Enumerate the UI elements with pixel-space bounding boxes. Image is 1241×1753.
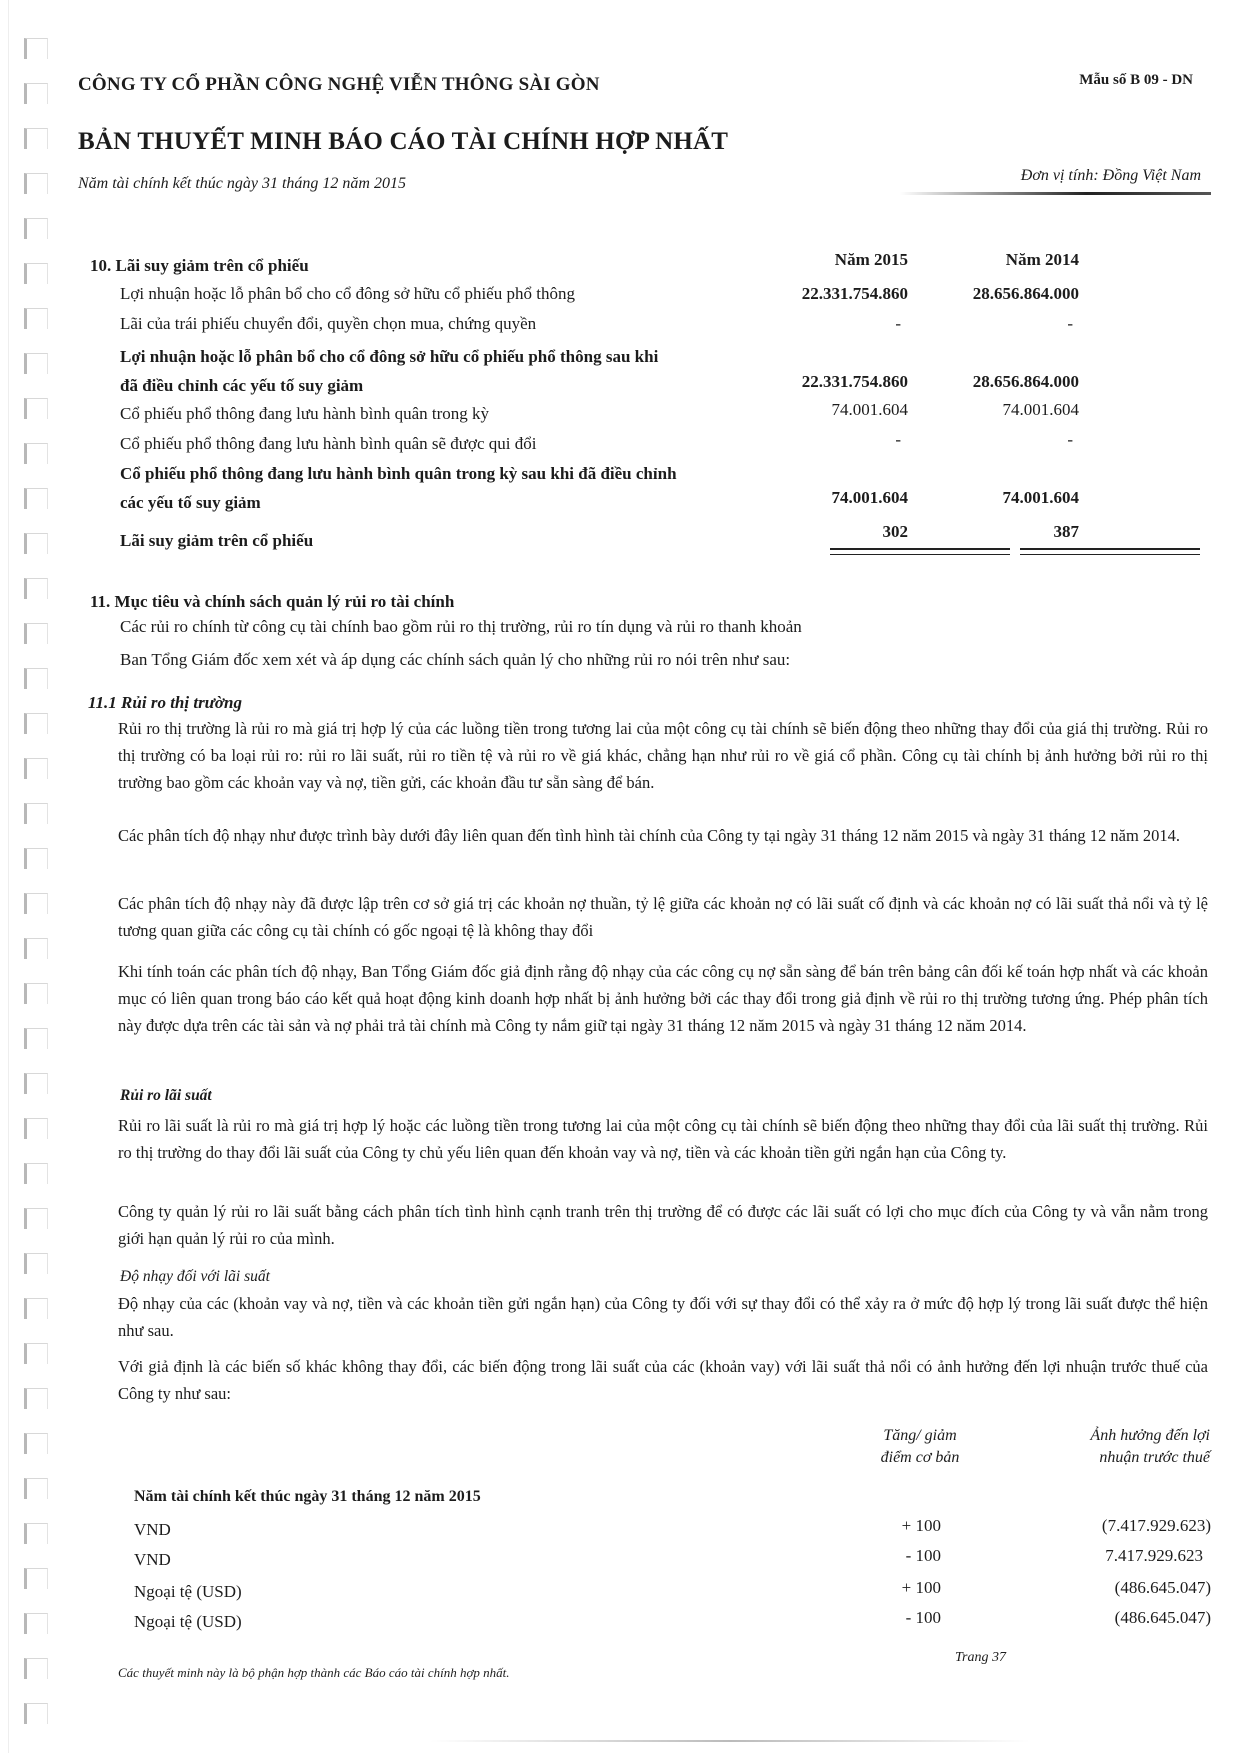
paragraph-market-risk: Rủi ro thị trường là rủi ro mà giá trị hợp lý của các luồng tiền trong tương lai của một công cụ tài chính sẽ biến động theo những thay đổi của giá thị trường. Rủi ro thị trường có ba loại rủi ro: rủi ro lãi suất, rủi ro tiền tệ và rủi ro về giá khác, chẳng hạn như rủi ro về giá cổ phần. Công cụ tài chính bị ảnh hưởng bởi rủi ro thị trường bao gồm các khoản vay và nợ, tiền gửi, các khoản đầu tư sẵn sàng để bán. <box>118 719 1208 792</box>
sensitivity-heading: Độ nhạy đối với lãi suất <box>120 1268 270 1285</box>
scan-edge-shadow <box>430 1740 1030 1742</box>
binding-hole-mark <box>24 578 48 599</box>
value-2014: 28.656.864.000 <box>972 284 1079 303</box>
binding-hole-mark <box>24 128 48 149</box>
binding-hole-mark <box>24 1658 48 1679</box>
company-name: CÔNG TY CỔ PHẦN CÔNG NGHỆ VIỄN THÔNG SÀI GÒN <box>78 74 600 95</box>
col-header-profit-effect-line1: Ảnh hưởng đến lợi <box>1090 1427 1210 1444</box>
paragraph-sensitivity-basis: Các phân tích độ nhạy này đã được lập trên cơ sở giá trị các khoản nợ thuần, tỷ lệ giữa các khoản nợ có lãi suất cố định và các khoản nợ có lãi suất thả nổi và tỷ lệ tương quan giữa các công cụ tài chính có gốc ngoại tệ là không thay đổi <box>118 894 1208 940</box>
binding-hole-mark <box>24 1073 48 1094</box>
paragraph-sensitivity-scope: Các phân tích độ nhạy như được trình bày dưới đây liên quan đến tình hình tài chính của Công ty tại ngày 31 tháng 12 năm 2015 và ngày 31 tháng 12 năm 2014. <box>118 826 1181 845</box>
double-underline-2014 <box>1020 548 1200 555</box>
profit-effect: (7.417.929.623) <box>1101 1516 1211 1535</box>
intro-text-2: Ban Tổng Giám đốc xem xét và áp dụng các chính sách quản lý cho những rủi ro nói trên như sau: <box>120 650 791 669</box>
double-underline-2015 <box>830 548 1010 555</box>
value-2014: - <box>1067 430 1073 449</box>
row-label: Lãi suy giảm trên cổ phiếu <box>120 531 314 550</box>
binding-hole-mark <box>24 1613 48 1634</box>
binding-hole-mark <box>24 308 48 329</box>
binding-hole-mark <box>24 263 48 284</box>
page-edge <box>8 0 9 1753</box>
binding-hole-mark <box>24 38 48 59</box>
currency-label: Ngoại tệ (USD) <box>134 1612 242 1631</box>
value-2015: - <box>895 314 901 333</box>
row-label-line1: Lợi nhuận hoặc lỗ phân bổ cho cổ đông sở hữu cổ phiếu phổ thông sau khi <box>120 347 659 366</box>
binding-hole-mark <box>24 1568 48 1589</box>
row-label: Lãi của trái phiếu chuyển đổi, quyền chọn mua, chứng quyền <box>120 314 537 333</box>
binding-hole-mark <box>24 173 48 194</box>
paragraph-interest-management: Công ty quản lý rủi ro lãi suất bằng cách phân tích tình hình cạnh tranh trên thị trường để có được các lãi suất có lợi cho mục đích của Công ty và vẫn nằm trong giới hạn quản lý rủi ro của mình. <box>118 1202 1208 1248</box>
value-2014: - <box>1067 314 1073 333</box>
document-title: BẢN THUYẾT MINH BÁO CÁO TÀI CHÍNH HỢP NHẤT <box>78 128 729 155</box>
binding-hole-mark <box>24 83 48 104</box>
binding-hole-mark <box>24 533 48 554</box>
basis-point-change: + 100 <box>901 1578 941 1597</box>
binding-hole-mark <box>24 1163 48 1184</box>
value-2015: 74.001.604 <box>831 400 908 419</box>
intro-text-1: Các rủi ro chính từ công cụ tài chính bao gồm rủi ro thị trường, rủi ro tín dụng và rủi ro thanh khoản <box>120 617 802 636</box>
header-rule <box>900 192 1211 195</box>
fiscal-period: Năm tài chính kết thúc ngày 31 tháng 12 năm 2015 <box>78 175 406 192</box>
basis-point-change: - 100 <box>905 1608 941 1627</box>
footer-note: Các thuyết minh này là bộ phận hợp thành các Báo cáo tài chính hợp nhất. <box>118 1665 510 1680</box>
currency-label: VND <box>134 1550 171 1569</box>
binding-hole-mark <box>24 893 48 914</box>
binding-hole-mark <box>24 848 48 869</box>
row-label: Cổ phiếu phổ thông đang lưu hành bình quân sẽ được qui đổi <box>120 434 537 453</box>
paragraph-sensitivity-effect: Với giả định là các biến số khác không thay đổi, các biến động trong lãi suất của các (khoản vay) với lãi suất thả nổi có ảnh hưởng đến lợi nhuận trước thuế của Công ty như sau: <box>118 1357 1208 1403</box>
binding-hole-mark <box>24 443 48 464</box>
currency-unit: Đơn vị tính: Đồng Việt Nam <box>1020 167 1201 184</box>
subsection-11-1-heading: 11.1 Rủi ro thị trường <box>88 693 242 712</box>
table-period-label: Năm tài chính kết thúc ngày 31 tháng 12 năm 2015 <box>134 1488 481 1505</box>
paragraph-sensitivity-assumption: Khi tính toán các phân tích độ nhạy, Ban Tổng Giám đốc giả định rằng độ nhạy của các công cụ nợ sẵn sàng để bán trên bảng cân đối kế toán hợp nhất và các khoản mục có liên quan trong báo cáo kết quả hoạt động kinh doanh hợp nhất bị ảnh hưởng bởi các thay đổi trong giả định về rủi ro thị trường tương ứng. Phép phân tích này được dựa trên các tài sản và nợ phải trả tài chính mà Công ty nắm giữ tại ngày 31 tháng 12 năm 2015 và ngày 31 tháng 12 năm 2014. <box>118 962 1208 1035</box>
section-11-heading: 11. Mục tiêu và chính sách quản lý rủi ro tài chính <box>90 592 455 611</box>
binding-hole-mark <box>24 713 48 734</box>
value-2014: 74.001.604 <box>1002 488 1079 507</box>
binding-hole-mark <box>24 668 48 689</box>
row-label: Cổ phiếu phổ thông đang lưu hành bình quân trong kỳ <box>120 404 490 423</box>
value-2015: 22.331.754.860 <box>801 284 908 303</box>
interest-risk-heading: Rủi ro lãi suất <box>120 1087 212 1104</box>
binding-hole-mark <box>24 1388 48 1409</box>
binding-hole-mark <box>24 1253 48 1274</box>
col-header-2014: Năm 2014 <box>1005 250 1079 269</box>
binding-hole-mark <box>24 1298 48 1319</box>
binding-hole-mark <box>24 1028 48 1049</box>
profit-effect: (486.645.047) <box>1114 1578 1211 1597</box>
col-header-basis-points-line1: Tăng/ giảm <box>883 1427 957 1444</box>
value-2015: 22.331.754.860 <box>801 372 908 391</box>
binding-hole-mark <box>24 1433 48 1454</box>
binding-hole-mark <box>24 758 48 779</box>
binding-hole-mark <box>24 1343 48 1364</box>
profit-effect: 7.417.929.623 <box>1105 1546 1203 1565</box>
form-code: Mẫu số B 09 - DN <box>1079 72 1193 88</box>
value-2014: 74.001.604 <box>1002 400 1079 419</box>
currency-label: VND <box>134 1520 171 1539</box>
basis-point-change: + 100 <box>901 1516 941 1535</box>
binding-hole-mark <box>24 1478 48 1499</box>
row-label-line2: đã điều chỉnh các yếu tố suy giảm <box>120 376 364 395</box>
binding-hole-mark <box>24 983 48 1004</box>
binding-hole-mark <box>24 1118 48 1139</box>
binding-hole-mark <box>24 623 48 644</box>
paragraph-interest-risk: Rủi ro lãi suất là rủi ro mà giá trị hợp lý hoặc các luồng tiền trong tương lai của một công cụ tài chính sẽ biến động theo những thay đổi của lãi suất thị trường. Rủi ro thị trường do thay đổi lãi suất của Công ty chủ yếu liên quan đến khoản vay và nợ, tiền và các khoản tiền gửi ngắn hạn của Công ty. <box>118 1116 1208 1162</box>
basis-point-change: - 100 <box>905 1546 941 1565</box>
section-10-heading: 10. Lãi suy giảm trên cổ phiếu <box>90 256 309 275</box>
col-header-2015: Năm 2015 <box>834 250 908 269</box>
value-2015: 74.001.604 <box>831 488 908 507</box>
currency-label: Ngoại tệ (USD) <box>134 1582 242 1601</box>
binding-hole-mark <box>24 803 48 824</box>
row-label-line1: Cổ phiếu phổ thông đang lưu hành bình quân trong kỳ sau khi đã điều chỉnh <box>120 464 677 483</box>
binding-hole-mark <box>24 488 48 509</box>
value-2015: - <box>895 430 901 449</box>
binding-hole-mark <box>24 398 48 419</box>
page-number: Trang 37 <box>955 1650 1006 1665</box>
value-2015: 302 <box>882 522 908 541</box>
binding-hole-mark <box>24 938 48 959</box>
profit-effect: (486.645.047) <box>1114 1608 1211 1627</box>
value-2014: 387 <box>1053 522 1079 541</box>
binding-hole-mark <box>24 218 48 239</box>
col-header-profit-effect-line2: nhuận trước thuế <box>1099 1449 1210 1466</box>
col-header-profit-effect <box>1030 1425 1210 1469</box>
col-header-basis-points-line2: điểm cơ bản <box>880 1449 960 1466</box>
binding-hole-mark <box>24 353 48 374</box>
binding-hole-mark <box>24 1523 48 1544</box>
paragraph-sensitivity-intro: Độ nhạy của các (khoản vay và nợ, tiền và các khoản tiền gửi ngắn hạn) của Công ty đối với sự thay đổi có thể xảy ra ở mức độ hợp lý trong lãi suất được thể hiện như sau. <box>118 1294 1208 1340</box>
row-label: Lợi nhuận hoặc lỗ phân bổ cho cổ đông sở hữu cổ phiếu phổ thông <box>120 284 575 303</box>
col-header-basis-points <box>860 1425 980 1469</box>
value-2014: 28.656.864.000 <box>972 372 1079 391</box>
binding-hole-mark <box>24 1208 48 1229</box>
binding-hole-mark <box>24 1703 48 1724</box>
row-label-line2: các yếu tố suy giảm <box>120 493 261 512</box>
